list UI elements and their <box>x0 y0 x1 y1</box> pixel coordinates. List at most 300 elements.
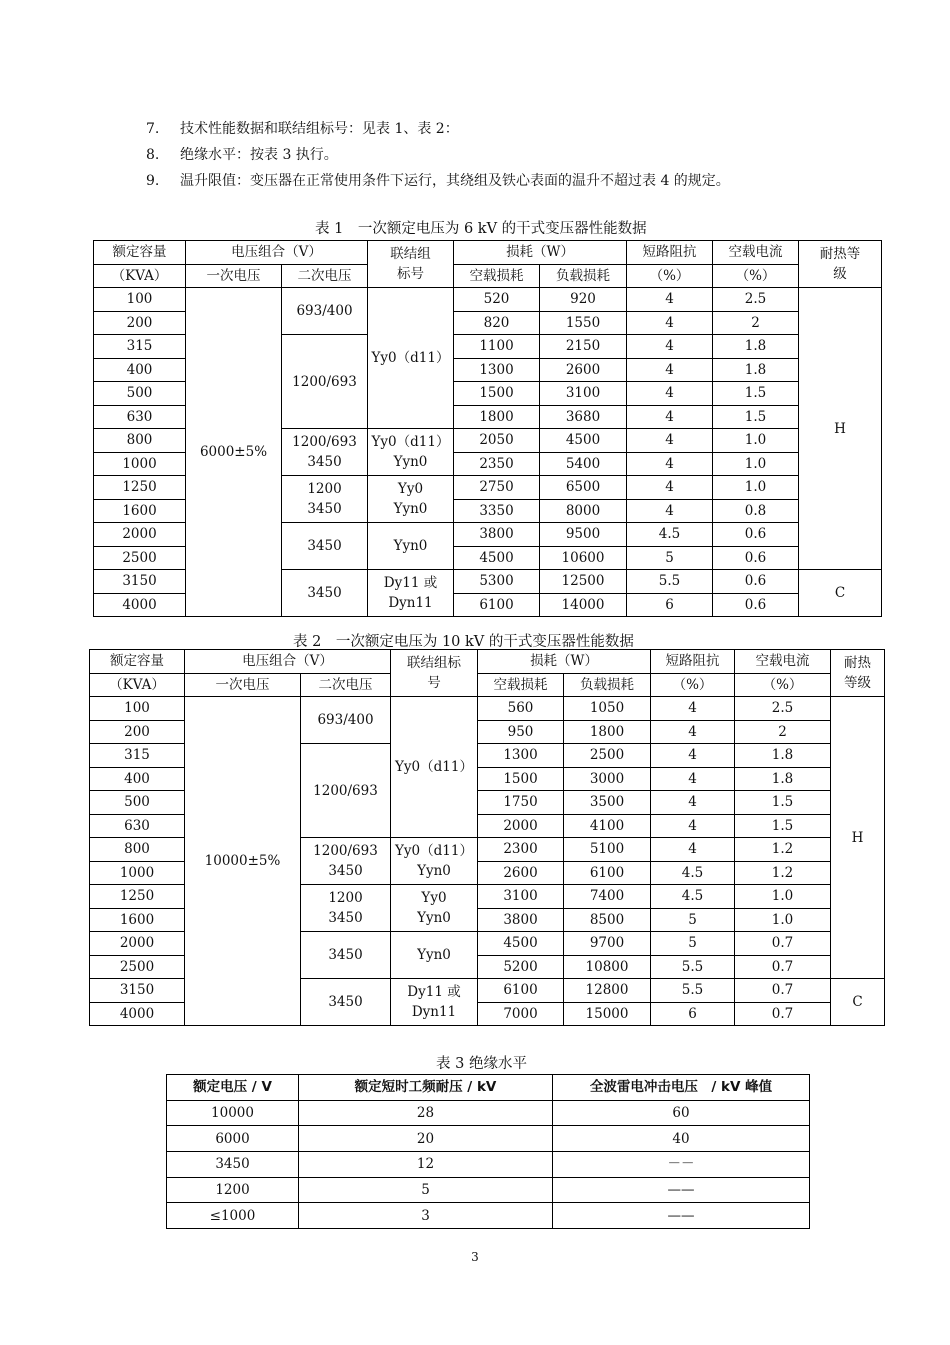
table-cell <box>651 932 735 956</box>
table-cell <box>540 405 627 429</box>
table-cell <box>478 1002 564 1026</box>
cell-text: 级 <box>833 266 847 282</box>
header-cell <box>627 241 713 265</box>
cell-text: 200 <box>126 314 153 331</box>
cell-text: 1500 <box>479 385 514 402</box>
table-cell <box>651 791 735 815</box>
table-cell <box>735 767 831 791</box>
cell-text: 4 <box>665 479 674 496</box>
table-cell <box>540 335 627 359</box>
table-cell <box>735 1002 831 1026</box>
cell-text: 二次电压 <box>318 676 373 693</box>
cell-text: 3800 <box>503 911 538 928</box>
cell-text: 1300 <box>503 747 538 764</box>
cell-text: 1600 <box>122 502 157 519</box>
table-cell <box>301 697 391 744</box>
table-cell <box>627 429 713 453</box>
table-cell <box>564 932 651 956</box>
table-cell <box>94 523 186 547</box>
table-cell <box>735 908 831 932</box>
table-cell <box>651 767 735 791</box>
cell-text: 4.5 <box>681 888 704 905</box>
item-number: 7. <box>146 121 160 137</box>
table-cell <box>564 955 651 979</box>
header-cell <box>186 264 282 288</box>
table-cell <box>540 429 627 453</box>
table-cell <box>368 476 454 523</box>
table2-caption: 表 2 一次额定电压为 10 kV 的干式变压器性能数据 <box>293 634 634 650</box>
header-cell <box>627 264 713 288</box>
header-cell <box>564 673 651 697</box>
cell-text: 短路阻抗 <box>642 244 697 261</box>
item-text: 技术性能数据和联结组标号：见表 1、表 2： <box>180 121 459 137</box>
table2 <box>89 649 885 1026</box>
item-text: 绝缘水平：按表 3 执行。 <box>180 147 338 163</box>
table-cell <box>735 955 831 979</box>
table-cell <box>735 791 831 815</box>
cell-text: 400 <box>126 361 153 378</box>
header-row <box>94 241 882 265</box>
cell-text: 2000 <box>122 526 157 543</box>
cell-text: 5.5 <box>681 958 704 975</box>
table-cell <box>831 697 885 979</box>
header-cell <box>185 650 391 674</box>
table-cell <box>282 570 368 617</box>
cell-text: 4000 <box>122 596 157 613</box>
table-cell <box>799 570 882 617</box>
table-cell: —— <box>553 1177 810 1203</box>
cell-text: 联结组 <box>390 246 431 262</box>
table-cell <box>651 908 735 932</box>
cell-text: 负载损耗 <box>556 267 610 284</box>
table-cell <box>627 570 713 594</box>
cell-text: 5 <box>665 549 674 566</box>
cell-text: 560 <box>507 700 534 717</box>
header-cell: 全波雷电冲击电压 / kV 峰值 <box>553 1075 810 1101</box>
table-cell <box>454 405 540 429</box>
cell-text: 标号 <box>397 266 424 282</box>
table-cell <box>90 767 185 791</box>
cell-text: 0.7 <box>771 1005 794 1022</box>
table-cell: 12 <box>299 1152 553 1178</box>
header-cell <box>90 650 185 674</box>
table-cell <box>564 814 651 838</box>
cell-text: 4 <box>665 432 674 449</box>
cell-text: 630 <box>124 817 150 834</box>
cell-text: 1750 <box>503 794 538 811</box>
cell-text: 2.5 <box>771 700 794 717</box>
header-cell <box>391 650 478 697</box>
table3 <box>166 1074 810 1229</box>
cell-text: 315 <box>126 338 153 355</box>
page-number: 3 <box>471 1250 479 1264</box>
cell-text: 1.2 <box>771 841 794 858</box>
table-cell <box>627 335 713 359</box>
cell-text: 15000 <box>585 1005 629 1022</box>
cell-text: 10800 <box>585 958 629 975</box>
cell-text: （%） <box>649 267 690 284</box>
cell-text: 5400 <box>565 455 601 472</box>
header-cell: 额定短时工频耐压 / kV <box>299 1075 553 1101</box>
table-cell <box>454 335 540 359</box>
cell-text: 4 <box>688 841 697 858</box>
table-cell: 40 <box>553 1126 810 1152</box>
table-cell <box>90 955 185 979</box>
table-cell <box>478 697 564 721</box>
cell-text: 4100 <box>589 817 625 834</box>
table-cell <box>651 979 735 1003</box>
cell-text: 3000 <box>589 770 625 787</box>
table-cell <box>94 335 186 359</box>
cell-text: 电压组合（V） <box>242 653 333 670</box>
cell-text: 3150 <box>122 573 157 590</box>
table-cell <box>540 358 627 382</box>
table-cell <box>90 838 185 862</box>
cell-text: 1250 <box>119 888 155 905</box>
cell-text: Yy0 <box>421 890 447 906</box>
cell-text: 10600 <box>561 549 605 566</box>
cell-text: 4 <box>688 700 697 717</box>
cell-text: 4 <box>665 408 674 425</box>
table-cell <box>94 405 186 429</box>
table-cell <box>540 476 627 500</box>
table-cell <box>478 838 564 862</box>
table-cell <box>627 499 713 523</box>
cell-text: 693/400 <box>296 303 353 319</box>
list-item <box>146 116 730 142</box>
table-cell <box>564 908 651 932</box>
header-row <box>90 650 885 674</box>
table-cell <box>301 932 391 979</box>
table-cell <box>94 311 186 335</box>
cell-text: 2500 <box>119 958 155 975</box>
table-cell <box>540 523 627 547</box>
table-cell <box>454 382 540 406</box>
table-cell <box>90 885 185 909</box>
cell-text: Yy0（d11） <box>395 759 473 775</box>
table-cell <box>735 814 831 838</box>
table-cell <box>564 720 651 744</box>
cell-text: 3680 <box>565 408 601 425</box>
header-cell <box>94 264 186 288</box>
table-cell <box>540 452 627 476</box>
table-cell <box>564 861 651 885</box>
cell-text: 4 <box>665 385 674 402</box>
header-cell <box>831 650 885 697</box>
table-cell <box>454 476 540 500</box>
table-cell: 6000 <box>167 1126 299 1152</box>
cell-text: 4.5 <box>681 864 704 881</box>
cell-text: 6100 <box>589 864 625 881</box>
table-cell <box>540 570 627 594</box>
table-cell <box>627 288 713 312</box>
cell-text: 3450 <box>328 994 363 1010</box>
cell-text: 1.0 <box>744 455 767 472</box>
table-cell <box>90 744 185 768</box>
table-cell <box>454 429 540 453</box>
header-cell <box>185 673 301 697</box>
table-cell <box>368 523 454 570</box>
cell-text: （KVA） <box>111 267 168 284</box>
cell-text: 100 <box>126 291 153 308</box>
cell-text: 1.5 <box>744 408 767 425</box>
cell-text: 4 <box>665 455 674 472</box>
table-cell <box>651 838 735 862</box>
table-cell: 1200 <box>167 1177 299 1203</box>
table-cell <box>282 288 368 335</box>
table-cell <box>831 979 885 1026</box>
cell-text: 1050 <box>589 700 625 717</box>
list-item <box>146 142 730 168</box>
cell-text: 号 <box>427 675 441 691</box>
cell-text: 2500 <box>589 747 625 764</box>
cell-text: 4 <box>665 338 674 355</box>
cell-text: 1200/693 <box>292 373 357 390</box>
cell-text: 一次电压 <box>215 676 270 693</box>
table-cell <box>94 499 186 523</box>
table-cell <box>540 499 627 523</box>
table-cell <box>713 429 799 453</box>
table-cell <box>282 429 368 476</box>
table-cell <box>627 311 713 335</box>
cell-text: 联结组标 <box>407 655 461 671</box>
header-cell: 额定电压 / V <box>167 1075 299 1101</box>
cell-text: 空载电流 <box>728 244 783 261</box>
cell-text: 7400 <box>589 888 625 905</box>
cell-text: Yy0（d11） <box>371 350 450 366</box>
table-cell <box>651 697 735 721</box>
table-cell <box>478 955 564 979</box>
table-cell <box>478 932 564 956</box>
cell-text: 1550 <box>565 314 601 331</box>
cell-text: 4500 <box>565 432 601 449</box>
cell-text: 500 <box>124 794 150 811</box>
cell-text: 2 <box>751 314 760 331</box>
table-cell <box>90 814 185 838</box>
cell-text: Yy0 <box>397 481 424 497</box>
cell-text: 3100 <box>503 888 538 905</box>
cell-text: 1.0 <box>771 911 794 928</box>
table-row <box>94 288 882 312</box>
header-cell <box>454 264 540 288</box>
table-cell <box>540 288 627 312</box>
cell-text: 2750 <box>479 479 514 496</box>
table-cell <box>478 744 564 768</box>
table-cell <box>94 429 186 453</box>
cell-text: Yy0（d11） <box>371 434 450 450</box>
table-cell: 3 <box>299 1203 553 1229</box>
cell-text: 6000±5% <box>199 444 268 460</box>
list-item <box>146 168 730 194</box>
cell-text: 500 <box>126 385 153 402</box>
table-cell <box>651 1002 735 1026</box>
cell-text: 损耗（W） <box>530 653 598 670</box>
cell-text: 1.5 <box>771 817 794 834</box>
table-cell <box>651 955 735 979</box>
table-cell <box>90 720 185 744</box>
table-cell <box>540 311 627 335</box>
cell-text: 800 <box>124 841 150 858</box>
cell-text: 6500 <box>565 479 601 496</box>
header-cell <box>368 241 454 288</box>
table-cell <box>94 358 186 382</box>
table1 <box>93 240 882 617</box>
table1-caption: 表 1 一次额定电压为 6 kV 的干式变压器性能数据 <box>315 221 647 237</box>
table-cell <box>735 744 831 768</box>
table-cell <box>735 838 831 862</box>
header-cell <box>540 264 627 288</box>
cell-text: 短路阻抗 <box>665 653 720 670</box>
item-number: 9. <box>146 173 160 189</box>
cell-text: 2300 <box>503 841 538 858</box>
header-cell <box>735 673 831 697</box>
header-cell <box>478 673 564 697</box>
cell-text: 0.7 <box>771 935 794 952</box>
table-cell <box>713 288 799 312</box>
table-cell: 3450 <box>167 1152 299 1178</box>
header-cell <box>713 241 799 265</box>
cell-text: 2.5 <box>744 291 767 308</box>
table-cell <box>282 335 368 429</box>
cell-text: Dy11 或 <box>407 984 461 1000</box>
cell-text: 1.8 <box>771 747 794 764</box>
table-cell <box>454 570 540 594</box>
table-row <box>167 1100 810 1126</box>
table-cell <box>713 570 799 594</box>
table-cell <box>627 358 713 382</box>
cell-text: 8000 <box>565 502 601 519</box>
cell-text: 1200/693 <box>292 434 357 450</box>
table-cell <box>94 476 186 500</box>
cell-text: 3450 <box>328 910 363 926</box>
cell-text: 4 <box>665 502 674 519</box>
requirements-list <box>146 116 730 194</box>
table-cell <box>735 861 831 885</box>
cell-text: 3100 <box>565 385 601 402</box>
cell-text: Dyn11 <box>411 1004 457 1020</box>
cell-text: 520 <box>483 291 510 308</box>
table-cell <box>713 358 799 382</box>
cell-text: 4500 <box>503 935 538 952</box>
table-cell <box>282 476 368 523</box>
header-cell <box>713 264 799 288</box>
cell-text: 3450 <box>328 863 363 879</box>
table-cell <box>564 791 651 815</box>
table-cell <box>564 979 651 1003</box>
cell-text: 1800 <box>589 723 625 740</box>
cell-text: 1500 <box>503 770 538 787</box>
table-cell <box>90 791 185 815</box>
cell-text: 耐热 <box>844 655 872 671</box>
header-row <box>90 673 885 697</box>
cell-text: H <box>834 420 846 437</box>
table-cell <box>90 1002 185 1026</box>
cell-text: 5300 <box>479 573 514 590</box>
cell-text: 1.0 <box>771 888 794 905</box>
table-cell <box>301 885 391 932</box>
cell-text: 3450 <box>307 538 342 554</box>
table-cell <box>90 979 185 1003</box>
cell-text: 3350 <box>479 502 514 519</box>
table-cell <box>651 744 735 768</box>
table-cell <box>478 908 564 932</box>
cell-text: 1300 <box>479 361 514 378</box>
cell-text: Dy11 或 <box>383 575 438 591</box>
table-cell <box>454 452 540 476</box>
table-cell: 60 <box>553 1100 810 1126</box>
cell-text: 4 <box>688 723 697 740</box>
cell-text: 1.0 <box>744 432 767 449</box>
table-row <box>167 1152 810 1178</box>
table-cell <box>368 570 454 617</box>
cell-text: 4 <box>665 314 674 331</box>
table-cell <box>564 767 651 791</box>
table-row <box>167 1203 810 1229</box>
cell-text: 耐热等 <box>819 246 861 262</box>
table-cell <box>454 523 540 547</box>
cell-text: 2350 <box>479 455 514 472</box>
cell-text: 二次电压 <box>297 267 352 284</box>
table-cell <box>799 288 882 570</box>
table-row <box>167 1177 810 1203</box>
header-cell <box>735 650 831 674</box>
table-row <box>167 1126 810 1152</box>
cell-text: 4 <box>665 291 674 308</box>
cell-text: 1000 <box>122 455 157 472</box>
table-cell <box>391 979 478 1026</box>
cell-text: C <box>834 585 846 601</box>
table-cell <box>94 452 186 476</box>
cell-text: 14000 <box>561 596 605 613</box>
cell-text: 4000 <box>119 1005 155 1022</box>
item-number: 8. <box>146 147 160 163</box>
cell-text: 4 <box>688 770 697 787</box>
cell-text: 空载损耗 <box>493 676 548 693</box>
cell-text: （%） <box>672 676 713 693</box>
cell-text: 630 <box>126 408 153 425</box>
cell-text: 0.7 <box>771 958 794 975</box>
table-cell <box>713 405 799 429</box>
table-cell <box>564 744 651 768</box>
cell-text: 8500 <box>589 911 625 928</box>
table-cell <box>301 979 391 1026</box>
table-cell <box>478 885 564 909</box>
table-cell <box>713 499 799 523</box>
table-cell <box>454 499 540 523</box>
cell-text: 315 <box>124 747 150 764</box>
table-cell <box>391 697 478 838</box>
cell-text: 1.8 <box>744 361 767 378</box>
cell-text: 2000 <box>503 817 538 834</box>
cell-text: 0.6 <box>744 549 767 566</box>
table-cell <box>282 523 368 570</box>
table-cell <box>478 791 564 815</box>
table-cell <box>94 288 186 312</box>
cell-text: 3800 <box>479 526 514 543</box>
table-cell <box>301 838 391 885</box>
cell-text: 1800 <box>479 408 514 425</box>
cell-text: 1.2 <box>771 864 794 881</box>
cell-text: 100 <box>124 700 150 717</box>
cell-text: 12500 <box>561 573 605 590</box>
cell-text: 5.5 <box>681 982 704 999</box>
cell-text: 4500 <box>479 549 514 566</box>
table-cell <box>186 288 282 617</box>
cell-text: 1250 <box>122 479 157 496</box>
table-cell <box>564 885 651 909</box>
cell-text: 6100 <box>503 982 538 999</box>
cell-text: 空载电流 <box>755 653 810 670</box>
